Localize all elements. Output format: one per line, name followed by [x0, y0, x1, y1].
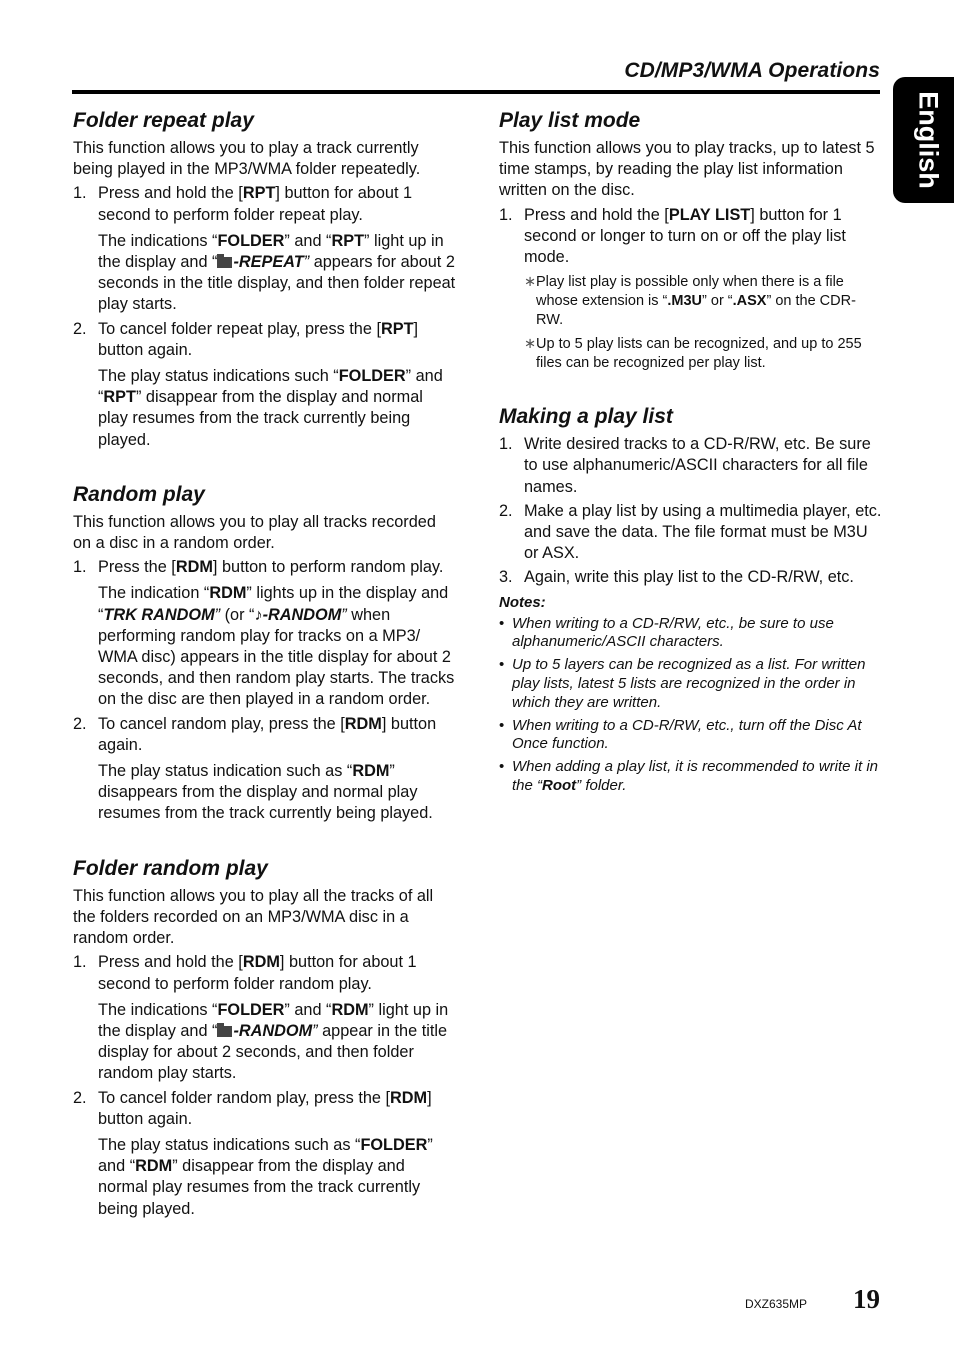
emphasis-text: ”: [303, 253, 310, 272]
emphasis-text: RDM: [331, 1000, 369, 1019]
emphasis-text: RPT: [331, 231, 365, 250]
emphasis-text: -REPEAT: [233, 253, 304, 272]
numbered-step: [499, 501, 883, 565]
step-text: The play status indication such as “RDM” disappears from the display and normal play resumes from the track currently being played.: [98, 762, 433, 823]
emphasis-text: RDM: [242, 953, 280, 972]
folder-random-section: [73, 856, 457, 1220]
play-list-mode-section: [499, 108, 883, 373]
right-column: [499, 108, 883, 827]
folder-random-heading: Folder random play: [73, 856, 268, 880]
step-number: 3.: [499, 568, 513, 587]
emphasis-text: FOLDER: [217, 1000, 285, 1019]
numbered-step: [73, 714, 457, 825]
numbered-step: [499, 567, 883, 588]
emphasis-text: .M3U: [667, 293, 703, 310]
folder-icon: [217, 1026, 232, 1037]
emphasis-text: FOLDER: [360, 1135, 428, 1154]
step-text: The indication “RDM” lights up in the display and “TRK RANDOM” (or “♪-RANDOM” when performing random play for tracks on a MP3/ WMA disc) appears in the title display for about 2 seconds, and then random play starts. The tracks on the disc are then played in a random order.: [98, 584, 455, 709]
note-text: When writing to a CD-R/RW, etc., turn off the Disc At Once function.: [512, 716, 862, 753]
emphasis-text: FOLDER: [217, 231, 285, 250]
numbered-step: [73, 319, 457, 451]
step-text: Press and hold the [PLAY LIST] button for 1 second or longer to turn on or off the play list mode.: [524, 205, 846, 267]
asterisk-icon: ∗: [524, 336, 537, 353]
folder-random-intro: This function allows you to play all the tracks of all the folders recorded on an MP3/WMA disc in a random order.: [73, 886, 434, 948]
folder-repeat-steps: [73, 183, 457, 450]
folder-random-steps: [73, 952, 457, 1219]
language-tab: [893, 77, 954, 203]
emphasis-text: RDM: [175, 558, 213, 577]
sub-note-text: Up to 5 play lists can be recognized, and up to 255 files can be recognized per play list.: [536, 336, 862, 372]
emphasis-text: RDM: [135, 1157, 173, 1176]
bullet-icon: •: [499, 614, 505, 632]
bullet-icon: •: [499, 758, 505, 776]
step-text: The indications “FOLDER” and “RPT” light up in the display and “ -REPEAT” appears for about 2 seconds in the title display, and then folder repeat play starts.: [98, 231, 456, 314]
making-play-list-heading: Making a play list: [499, 405, 673, 429]
music-note-icon: ♪: [254, 605, 263, 624]
play-list-subnotes: [524, 273, 883, 373]
random-section: [73, 482, 457, 825]
step-text: To cancel folder repeat play, press the [RPT] button again.: [98, 319, 419, 359]
numbered-step: [499, 434, 883, 498]
page-number: 19: [853, 1284, 880, 1314]
emphasis-text: PLAY LIST: [668, 205, 751, 224]
note-item: [499, 758, 883, 796]
play-list-mode-heading: Play list mode: [499, 109, 641, 132]
step-number: 1.: [73, 953, 87, 972]
emphasis-text: Root: [542, 777, 577, 795]
emphasis-text: ”: [214, 605, 221, 624]
model-number: DXZ635MP: [745, 1297, 808, 1311]
random-intro: This function allows you to play all tracks recorded on a disc in a random order.: [73, 512, 436, 553]
note-text: Up to 5 layers can be recognized as a list. For written play lists, latest 5 lists are recognized in the order in which they are written.: [512, 656, 866, 711]
folder-repeat-section: [73, 108, 457, 451]
numbered-step: [73, 952, 457, 1084]
step-number: 1.: [499, 205, 513, 224]
emphasis-text: ”: [341, 605, 347, 624]
step-text: Press and hold the [RDM] button for about 1 second to perform folder random play.: [98, 953, 417, 993]
step-number: 1.: [73, 558, 87, 577]
asterisk-icon: ∗: [524, 274, 537, 291]
sub-note: [524, 335, 883, 373]
emphasis-text: RPT: [242, 184, 276, 203]
notes-title: Notes:: [499, 593, 546, 611]
step-number: 1.: [499, 435, 513, 454]
play-list-mode-intro: This function allows you to play tracks, up to latest 5 time stamps, by reading the play list information written on the disc.: [499, 139, 875, 200]
step-text: Press the [RDM] button to perform random play.: [98, 558, 444, 577]
step-number: 2.: [499, 501, 513, 520]
bullet-icon: •: [499, 716, 505, 734]
step-number: 2.: [73, 319, 87, 338]
language-tab-label: English: [913, 91, 944, 189]
bullet-icon: •: [499, 656, 505, 674]
folder-repeat-intro: This function allows you to play a track currently being played in the MP3/WMA folder repeatedly.: [73, 139, 421, 179]
step-text: Press and hold the [RPT] button for about 1 second to perform folder repeat play.: [98, 184, 413, 224]
emphasis-text: TRK RANDOM: [103, 605, 215, 624]
left-column: [73, 108, 457, 1251]
step-text: Make a play list by using a multimedia player, etc. and save the data. The file format must be M3U or ASX.: [524, 501, 882, 563]
emphasis-text: RPT: [380, 319, 414, 338]
random-heading: Random play: [73, 482, 205, 506]
folder-repeat-heading: Folder repeat play: [73, 109, 254, 132]
numbered-step: [73, 557, 457, 710]
folder-icon: [217, 257, 232, 268]
random-steps: [73, 557, 457, 824]
note-item: [499, 615, 883, 653]
step-number: 1.: [73, 184, 87, 203]
emphasis-text: RDM: [390, 1088, 428, 1107]
notes-list: [499, 615, 883, 796]
header-rule: [72, 90, 880, 94]
header-title: CD/MP3/WMA Operations: [624, 59, 880, 82]
step-text: Write desired tracks to a CD-R/RW, etc. Be sure to use alphanumeric/ASCII characters for all file names.: [524, 435, 871, 496]
note-text: When adding a play list, it is recommended to write it in the “Root” folder.: [512, 758, 878, 795]
sub-note: [524, 273, 883, 330]
note-item: [499, 656, 883, 712]
emphasis-text: .ASX: [732, 293, 767, 310]
step-text: The play status indications such as “FOLDER” and “RDM” disappear from the display and normal play resumes from the track currently being played.: [98, 1135, 433, 1218]
step-text: The play status indications such “FOLDER” and “RPT” disappear from the display and normal play resumes from the track currently being played.: [98, 367, 443, 449]
note-item: [499, 717, 883, 755]
emphasis-text: -RANDOM: [262, 605, 342, 624]
emphasis-text: -RANDOM: [233, 1021, 313, 1040]
step-number: 2.: [73, 1088, 87, 1107]
emphasis-text: RDM: [209, 584, 247, 603]
emphasis-text: FOLDER: [338, 367, 406, 386]
numbered-step: [73, 183, 457, 315]
step-number: 2.: [73, 714, 87, 733]
note-text: When writing to a CD-R/RW, etc., be sure to use alphanumeric/ASCII characters.: [512, 614, 834, 651]
play-list-mode-step: [499, 205, 883, 374]
step-text: The indications “FOLDER” and “RDM” light up in the display and “ -RANDOM” appear in the title display for about 2 seconds, and then folder random play starts.: [98, 1000, 449, 1083]
numbered-step: [73, 1088, 457, 1220]
making-play-list-steps: [499, 434, 883, 588]
emphasis-text: RDM: [352, 762, 390, 781]
step-text: Again, write this play list to the CD-R/RW, etc.: [524, 568, 854, 587]
emphasis-text: ”: [312, 1021, 318, 1040]
step-text: To cancel folder random play, press the [RDM] button again.: [98, 1088, 432, 1128]
emphasis-text: RPT: [103, 388, 136, 407]
making-play-list-section: [499, 404, 883, 796]
sub-note-text: Play list play is possible only when there is a file whose extension is “.M3U” or “.ASX” on the CDR-RW.: [536, 274, 856, 329]
emphasis-text: RDM: [344, 714, 382, 733]
step-text: To cancel random play, press the [RDM] button again.: [98, 714, 437, 754]
